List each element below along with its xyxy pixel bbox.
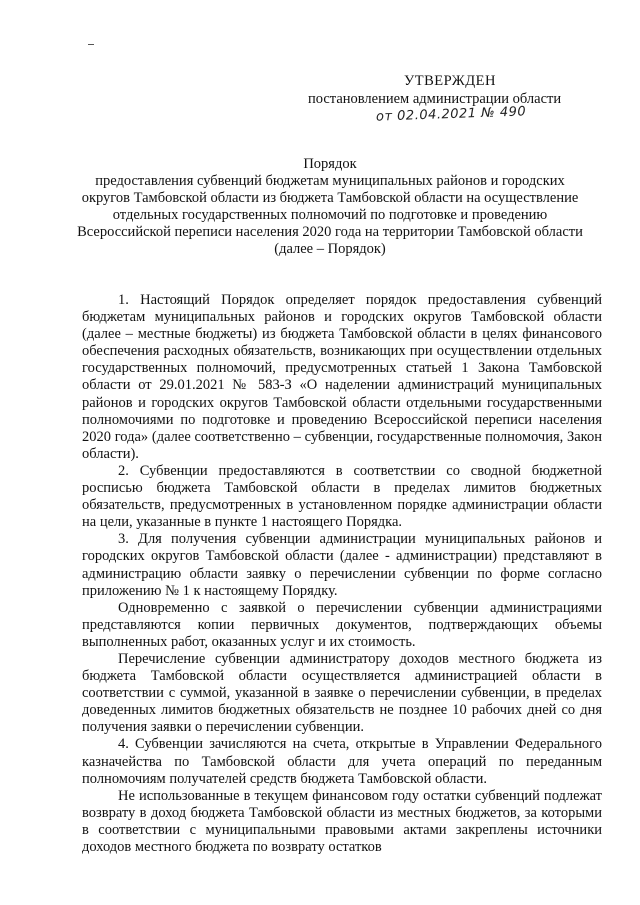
document-body: [82, 292, 602, 856]
paragraph: 2. Субвенции предоставляются в соответствии со сводной бюджетной росписью бюджета Тамбовской области в пределах лимитов бюджетных обязательств, предусмотренных в установленном порядке администрации области на цели, указанные в пункте 1 настоящего Порядка.: [82, 462, 602, 531]
title-heading: Порядок: [303, 156, 357, 172]
paragraph: 4. Субвенции зачисляются на счета, открытые в Управлении Федерального казначейства по Тамбовской области для учета операций по переданным полномочиям получателей средств бюджета Тамбовской области.: [82, 736, 602, 787]
document-title: [70, 156, 590, 258]
paragraph: Одновременно с заявкой о перечислении субвенции администрациями представляются копии первичных документов, подтверждающих объемы выполненных работ, оказанных услуг и их стоимость.: [82, 599, 602, 650]
paragraph: 3. Для получения субвенции администрации муниципальных районов и городских округов Тамбовской области (далее - администрации) представляют в администрацию области заявку о перечислении субвенции по форме согласно приложению № 1 к настоящему Порядку.: [82, 531, 602, 599]
paragraph: Не использованные в текущем финансовом году остатки субвенций подлежат возврату в доход бюджета Тамбовской области из местных бюджетов, за которыми в соответствии с муниципальными правовыми актами закреплены источники доходов местного бюджета по возврату остатков: [82, 787, 602, 855]
paragraph: 1. Настоящий Порядок определяет порядок предоставления субвенций бюджетам муниципальных районов и городских округов Тамбовской области (далее – местные бюджеты) из бюджета Тамбовской области в целях финансового обеспечения расходных обязательств, возникающих при осуществлении отдельных государственных полномочий, предусмотренных статьей 1 Закона Тамбовской области от 29.01.2021 № 583-З «О наделении администраций муниципальных районов и городских округов Тамбовской области отдельными государственными полномочиями по подготовке и проведению Всероссийской переписи населения 2020 года» (далее соответственно – субвенции, государственные полномочия, Закон области).: [82, 292, 602, 462]
paragraph: Перечисление субвенции администратору доходов местного бюджета из бюджета Тамбовской области осуществляется администрацией области в соответствии с суммой, указанной в заявке о перечислении субвенции, в пределах доведенных лимитов бюджетных обязательств не позднее 10 рабочих дней со дня получения заявки о перечислении субвенции.: [82, 650, 602, 736]
title-text: предоставления субвенций бюджетам муниципальных районов и городских округов Тамбовской области из бюджета Тамбовской области на осуществление отдельных государственных полномочий по подготовке и проведению Всероссийской переписи населения 2020 года на территории Тамбовской области: [77, 173, 583, 240]
handwritten-date: от 02.04.2021 № 490: [375, 104, 527, 125]
approved-label: УТВЕРЖДЕН: [404, 73, 496, 89]
scan-mark: [88, 44, 94, 45]
title-short: (далее – Порядок): [274, 241, 386, 257]
decree-line: постановлением администрации области: [308, 91, 562, 107]
